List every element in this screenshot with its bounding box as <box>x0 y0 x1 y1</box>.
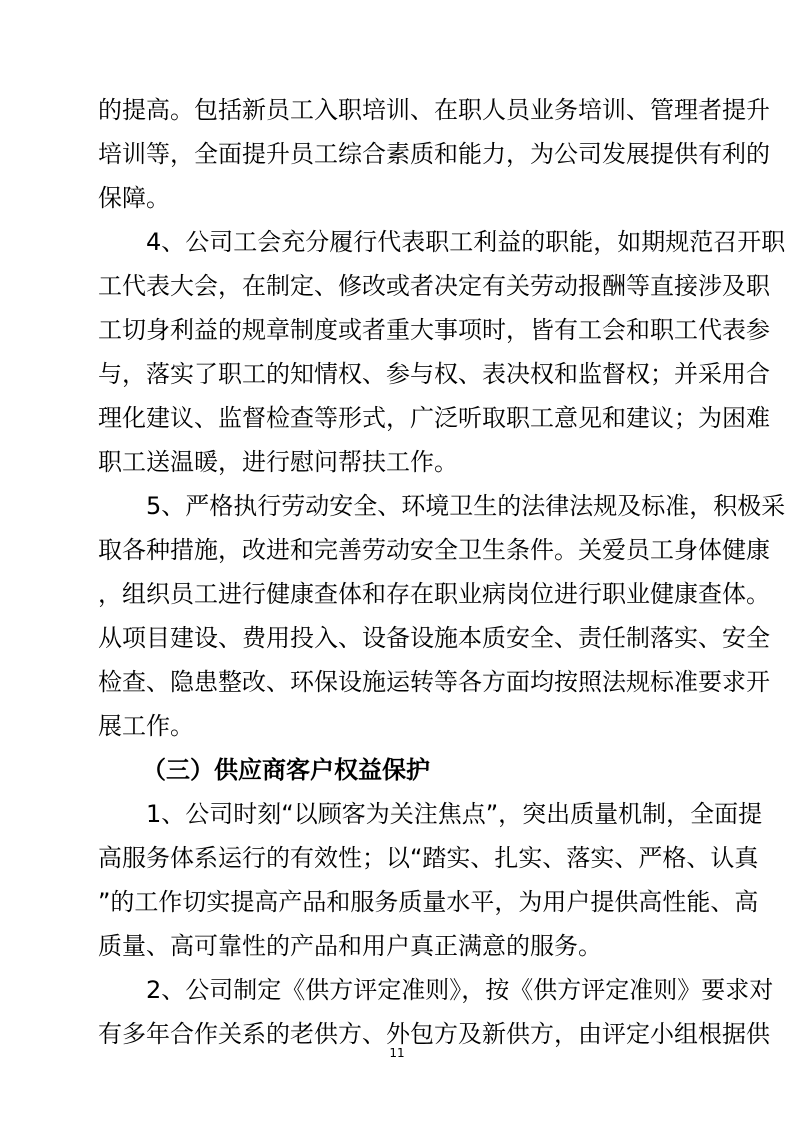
paragraph-line: 高服务体系运行的有效性；以“踏实、扎实、落实、严格、认真 <box>98 844 759 872</box>
paragraph-line: 检查、隐患整改、环保设施运转等各方面均按照法规标准要求开 <box>98 668 770 696</box>
paragraph-line: 工代表大会，在制定、修改或者决定有关劳动报酬等直接涉及职 <box>98 272 770 300</box>
paragraph-line: 有多年合作关系的老供方、外包方及新供方，由评定小组根据供 <box>98 1020 770 1048</box>
paragraph-line: 2、公司制定《供方评定准则》，按《供方评定准则》要求对 <box>146 976 774 1004</box>
paragraph-line: ，组织员工进行健康查体和存在职业病岗位进行职业健康查体。 <box>98 580 770 608</box>
paragraph-line: 1、公司时刻“以顾客为关注焦点”，突出质量机制，全面提 <box>146 800 763 828</box>
paragraph-line: 与，落实了职工的知情权、参与权、表决权和监督权；并采用合 <box>98 360 770 388</box>
paragraph-line: 理化建议、监督检查等形式，广泛听取职工意见和建议；为困难 <box>98 404 770 432</box>
paragraph-line: 培训等，全面提升员工综合素质和能力，为公司发展提供有利的 <box>98 140 770 168</box>
paragraph-line: 5、严格执行劳动安全、环境卫生的法律法规及标准，积极采 <box>146 492 786 520</box>
paragraph-line: 职工送温暖，进行慰问帮扶工作。 <box>98 448 458 476</box>
paragraph-line: 质量、高可靠性的产品和用户真正满意的服务。 <box>98 932 602 960</box>
paragraph-line: 从项目建设、费用投入、设备设施本质安全、责任制落实、安全 <box>98 624 770 652</box>
paragraph-line: ”的工作切实提高产品和服务质量水平，为用户提供高性能、高 <box>98 888 759 916</box>
paragraph-line: 展工作。 <box>98 712 194 740</box>
page-number: 11 <box>389 1046 405 1060</box>
paragraph-line: 取各种措施，改进和完善劳动安全卫生条件。关爱员工身体健康 <box>98 536 770 564</box>
paragraph-line: 保障。 <box>98 184 170 212</box>
paragraph-line: 4、公司工会充分履行代表职工利益的职能，如期规范召开职 <box>146 228 786 256</box>
paragraph-line: 工切身利益的规章制度或者重大事项时，皆有工会和职工代表参 <box>98 316 770 344</box>
section-heading: （三）供应商客户权益保护 <box>142 756 430 784</box>
paragraph-line: 的提高。包括新员工入职培训、在职人员业务培训、管理者提升 <box>98 96 770 124</box>
